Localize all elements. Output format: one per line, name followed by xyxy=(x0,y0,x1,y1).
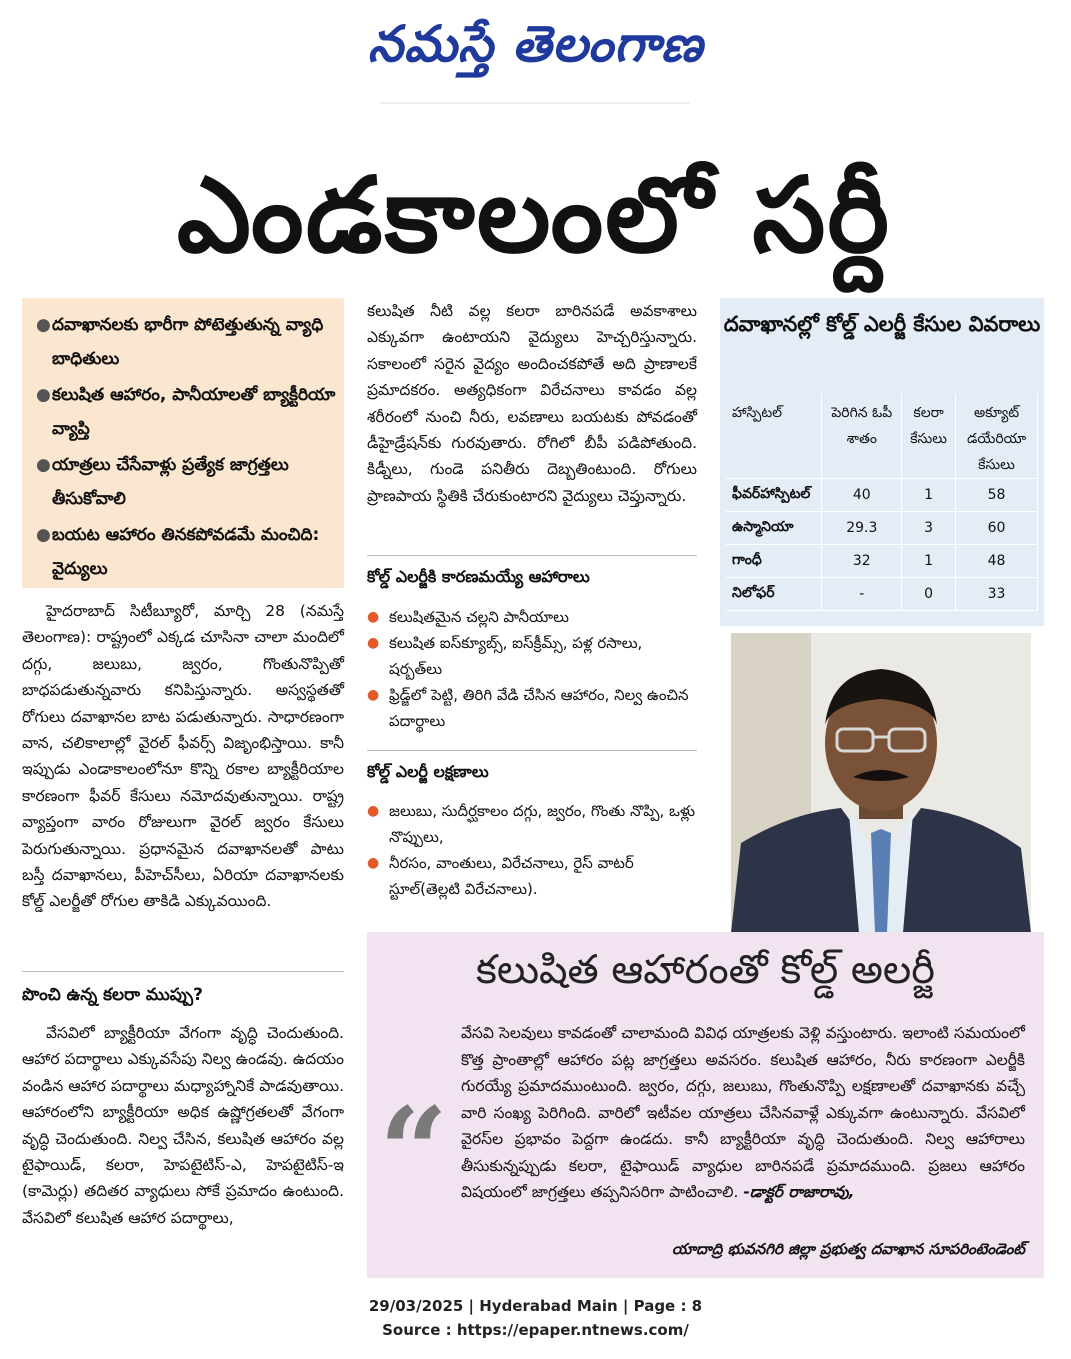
table-cell: 32 xyxy=(822,545,902,578)
bullet-icon: ● xyxy=(367,855,380,871)
bullet-icon: ● xyxy=(36,525,51,545)
list-item: ● ఫ్రిడ్జ్‌లో పెట్టి, తిరిగి వేడి చేసిన ఆహారం, నిల్వ ఉంచిన పదార్థాలు xyxy=(367,682,697,734)
doctor-photo xyxy=(731,633,1031,933)
list-item: ● నీరసం, వాంతులు, విరేచనాలు, రైస్ వాటర్ స్టూల్(తెల్లటి విరేచనాలు). xyxy=(367,850,697,902)
divider xyxy=(22,971,344,972)
headline: ఎండకాలంలో సర్దీ xyxy=(176,154,892,276)
table-header: పెరిగిన ఓపీ శాతం xyxy=(822,394,902,479)
footer xyxy=(0,1294,1071,1342)
masthead xyxy=(0,8,1071,80)
quote-mark-icon: “ xyxy=(379,1081,449,1222)
foods-list xyxy=(367,604,697,734)
table-cell: 60 xyxy=(956,512,1038,545)
table-header: హాస్పిటల్ xyxy=(726,394,822,479)
quote-title: కలుషిత ఆహారంతో కోల్డ్ అలర్జీ xyxy=(475,947,936,993)
quote-box xyxy=(367,932,1044,1278)
symptoms-heading: కోల్డ్ ఎలర్జీ లక్షణాలు xyxy=(367,762,489,781)
table-cell: 3 xyxy=(902,512,956,545)
table-cell: ఉస్మానియా xyxy=(726,512,822,545)
foods-heading: కోల్డ్ ఎలర్జీకి కారణమయ్యే ఆహారాలు xyxy=(367,567,590,586)
table-cell: 0 xyxy=(902,578,956,611)
bullet-icon: ● xyxy=(367,687,380,703)
table-cell: 1 xyxy=(902,545,956,578)
divider xyxy=(367,750,697,751)
cases-table-box xyxy=(720,298,1044,626)
table-cell: నిలోఫర్ xyxy=(726,578,822,611)
article-intro: హైదరాబాద్ సిటీబ్యూరో, మార్చి 28 (నమస్తే తెలంగాణ): రాష్ట్రంలో ఎక్కడ చూసినా చాలా మందిలో దగ్గు, జలుబు, జ్వరం, గొంతునొప్పితో బాధపడుతున్నవారు కనిపిస్తున్నారు. అస్వస్థతతో రోగులు దవాఖానల బాట పడుతున్నారు. సాధారణంగా వాన, చలికాలాల్లో వైరల్ ఫీవర్స్ విజృంభిస్తాయి. కానీ ఇప్పుడు ఎండాకాలంలోనూ కొన్ని రకాల బ్యాక్టీరియాల కారణంగా ఫీవర్ కేసులు నమోదవుతున్నాయి. రాష్ట్ర వ్యాప్తంగా వారం రోజులుగా వైరల్ జ్వరం కేసులు పెరుగుతున్నాయి. ప్రధానమైన దవాఖానలతో పాటు బస్తీ దవాఖానలు, పీహెచ్‌సీలు, ఏరియా దవాఖానలకు కోల్డ్ ఎలర్జీతో రోగుల తాకిడి ఎక్కువయింది. xyxy=(22,602,344,911)
bullet-icon: ● xyxy=(367,609,380,625)
bullet-icon: ● xyxy=(36,385,51,405)
article-col2: కలుషిత నీటి వల్ల కలరా బారినపడే అవకాశాలు ఎక్కువగా ఉంటాయని వైద్యులు హెచ్చరిస్తున్నారు. సకాలంలో సరైన వైద్యం అందించకపోతే అది ప్రాణాలకే ప్రమాదకరం. అత్యధికంగా విరేచనాలు కావడం వల్ల శరీరంలో నుంచి నీరు, లవణాలు బయటకు పోవడంతో డీహైడ్రేషన్‌కు గురవుతారు. రోగిలో బీపీ పడిపోతుంది. కిడ్నీలు, గుండె పనితీరు దెబ్బతింటుంది. రోగులు ప్రాణపాయ స్థితికి చేరుకుంటారని వైద్యులు చెప్తున్నారు. xyxy=(367,302,697,505)
table-cell: గాంధీ xyxy=(726,545,822,578)
table-cell: ఫీవర్‌హాస్పిటల్ xyxy=(726,479,822,512)
table-header-row xyxy=(726,394,1038,479)
quote-author: -డాక్టర్ రాజారావు, xyxy=(743,1183,855,1201)
table-cell: - xyxy=(822,578,902,611)
table-title: దవాఖానల్లో కోల్డ్ ఎలర్జీ కేసుల వివరాలు xyxy=(723,312,1041,336)
symptoms-list xyxy=(367,798,697,902)
portrait-image xyxy=(731,633,1031,933)
table-row xyxy=(726,479,1038,512)
section-subhead: పొంచి ఉన్న కలరా ముప్పు? xyxy=(22,985,203,1005)
table-cell: 1 xyxy=(902,479,956,512)
table-cell: 58 xyxy=(956,479,1038,512)
table-cell: 33 xyxy=(956,578,1038,611)
table-row xyxy=(726,545,1038,578)
highlight-item: ● యాత్రలు చేసేవాళ్లు ప్రత్యేక జాగ్రత్తలు తీసుకోవాలి xyxy=(36,448,336,516)
table-row xyxy=(726,512,1038,545)
quote-text: వేసవి సెలవులు కావడంతో చాలామంది వివిధ యాత్రలకు వెళ్లి వస్తుంటారు. ఇలాంటి సమయంలో కొత్త ప్రాంతాల్లో ఆహారం పట్ల జాగ్రత్తలు అవసరం. కలుషిత ఆహారం, నీరు కారణంగా ఎలర్జీకి గురయ్యే ప్రమాదముంటుంది. జ్వరం, దగ్గు, జలుబు, గొంతునొప్పి లక్షణాలతో దవాఖానకు వచ్చే వారి సంఖ్య పెరిగింది. వారిలో ఇటీవల యాత్రలు చేసినవాళ్లే ఎక్కువగా ఉంటున్నారు. వేసవిలో వైరస్‌ల ప్రభావం పెద్దగా ఉండదు. కానీ బ్యాక్టీరియా వృద్ధి చెందుతుంది. నిల్వ ఆహారాలు తీసుకున్నప్పుడు కలరా, టైఫాయిడ్ వ్యాధుల బారినపడే ప్రమాదముంది. ప్రజలు ఆహారం విషయంలో జాగ్రత్తలు తప్పనిసరిగా పాటించాలి. -డాక్టర్ రాజారావు, xyxy=(461,1024,1025,1201)
divider xyxy=(367,555,697,556)
highlight-item: ● బయట ఆహారం తినకపోవడమే మంచిది: వైద్యులు xyxy=(36,518,336,586)
table-header: అక్యూట్ డయేరియా కేసులు xyxy=(956,394,1038,479)
table-cell: 29.3 xyxy=(822,512,902,545)
bullet-icon: ● xyxy=(367,803,380,819)
list-item: ● కలుషిత ఐస్‌క్యూబ్స్, ఐస్‌క్రీమ్స్, పళ్ల రసాలు, షర్బత్‌లు xyxy=(367,630,697,682)
bullet-icon: ● xyxy=(367,635,380,651)
newspaper-logo: నమస్తే తెలంగాణ xyxy=(367,14,704,73)
cases-table xyxy=(726,394,1038,611)
masthead-rule xyxy=(380,102,690,104)
bullet-icon: ● xyxy=(36,315,51,335)
table-row xyxy=(726,578,1038,611)
table-cell: 48 xyxy=(956,545,1038,578)
highlight-item: ● కలుషిత ఆహారం, పానీయాలతో బ్యాక్టీరియా వ్యాప్తి xyxy=(36,378,336,446)
quote-designation: యాదాద్రి భువనగిరి జిల్లా ప్రభుత్వ దవాఖాన సూపరింటెండెంట్ xyxy=(672,1240,1025,1258)
highlights-box xyxy=(22,298,344,588)
footer-date-page: 29/03/2025 | Hyderabad Main | Page : 8 xyxy=(368,1297,703,1315)
article-body-2: వేసవిలో బ్యాక్టీరియా వేగంగా వృద్ధి చెందుతుంది. ఆహార పదార్థాలు ఎక్కువసేపు నిల్వ ఉండవు. ఉదయం వండిన ఆహార పదార్థాలు మధ్యాహ్నానికే పాడవుతాయి. ఆహారంలోని బ్యాక్టీరియా అధిక ఉష్ణోగ్రతలతో వేగంగా వృద్ధి చెందుతుంది. నిల్వ చేసిన, కలుషిత ఆహారం వల్ల టైఫాయిడ్, కలరా, హెపటైటిస్-ఎ, హెపటైటిస్-ఇ (కామెర్లు) తదితర వ్యాధులు సోకే ప్రమాదం ఉంటుంది. వేసవిలో కలుషిత ఆహార పదార్థాలు, xyxy=(22,1024,344,1227)
list-item: ● జలుబు, సుదీర్ఘకాలం దగ్గు, జ్వరం, గొంతు నొప్పి, ఒళ్లు నొప్పులు, xyxy=(367,798,697,850)
table-cell: 40 xyxy=(822,479,902,512)
footer-source: Source : https://epaper.ntnews.com/ xyxy=(382,1321,689,1339)
list-item: ● కలుషితమైన చల్లని పానీయాలు xyxy=(367,604,697,630)
bullet-icon: ● xyxy=(36,455,51,475)
table-header: కలరా కేసులు xyxy=(902,394,956,479)
highlight-item: ● దవాఖానలకు భారీగా పోటెత్తుతున్న వ్యాధి బాధితులు xyxy=(36,308,336,376)
